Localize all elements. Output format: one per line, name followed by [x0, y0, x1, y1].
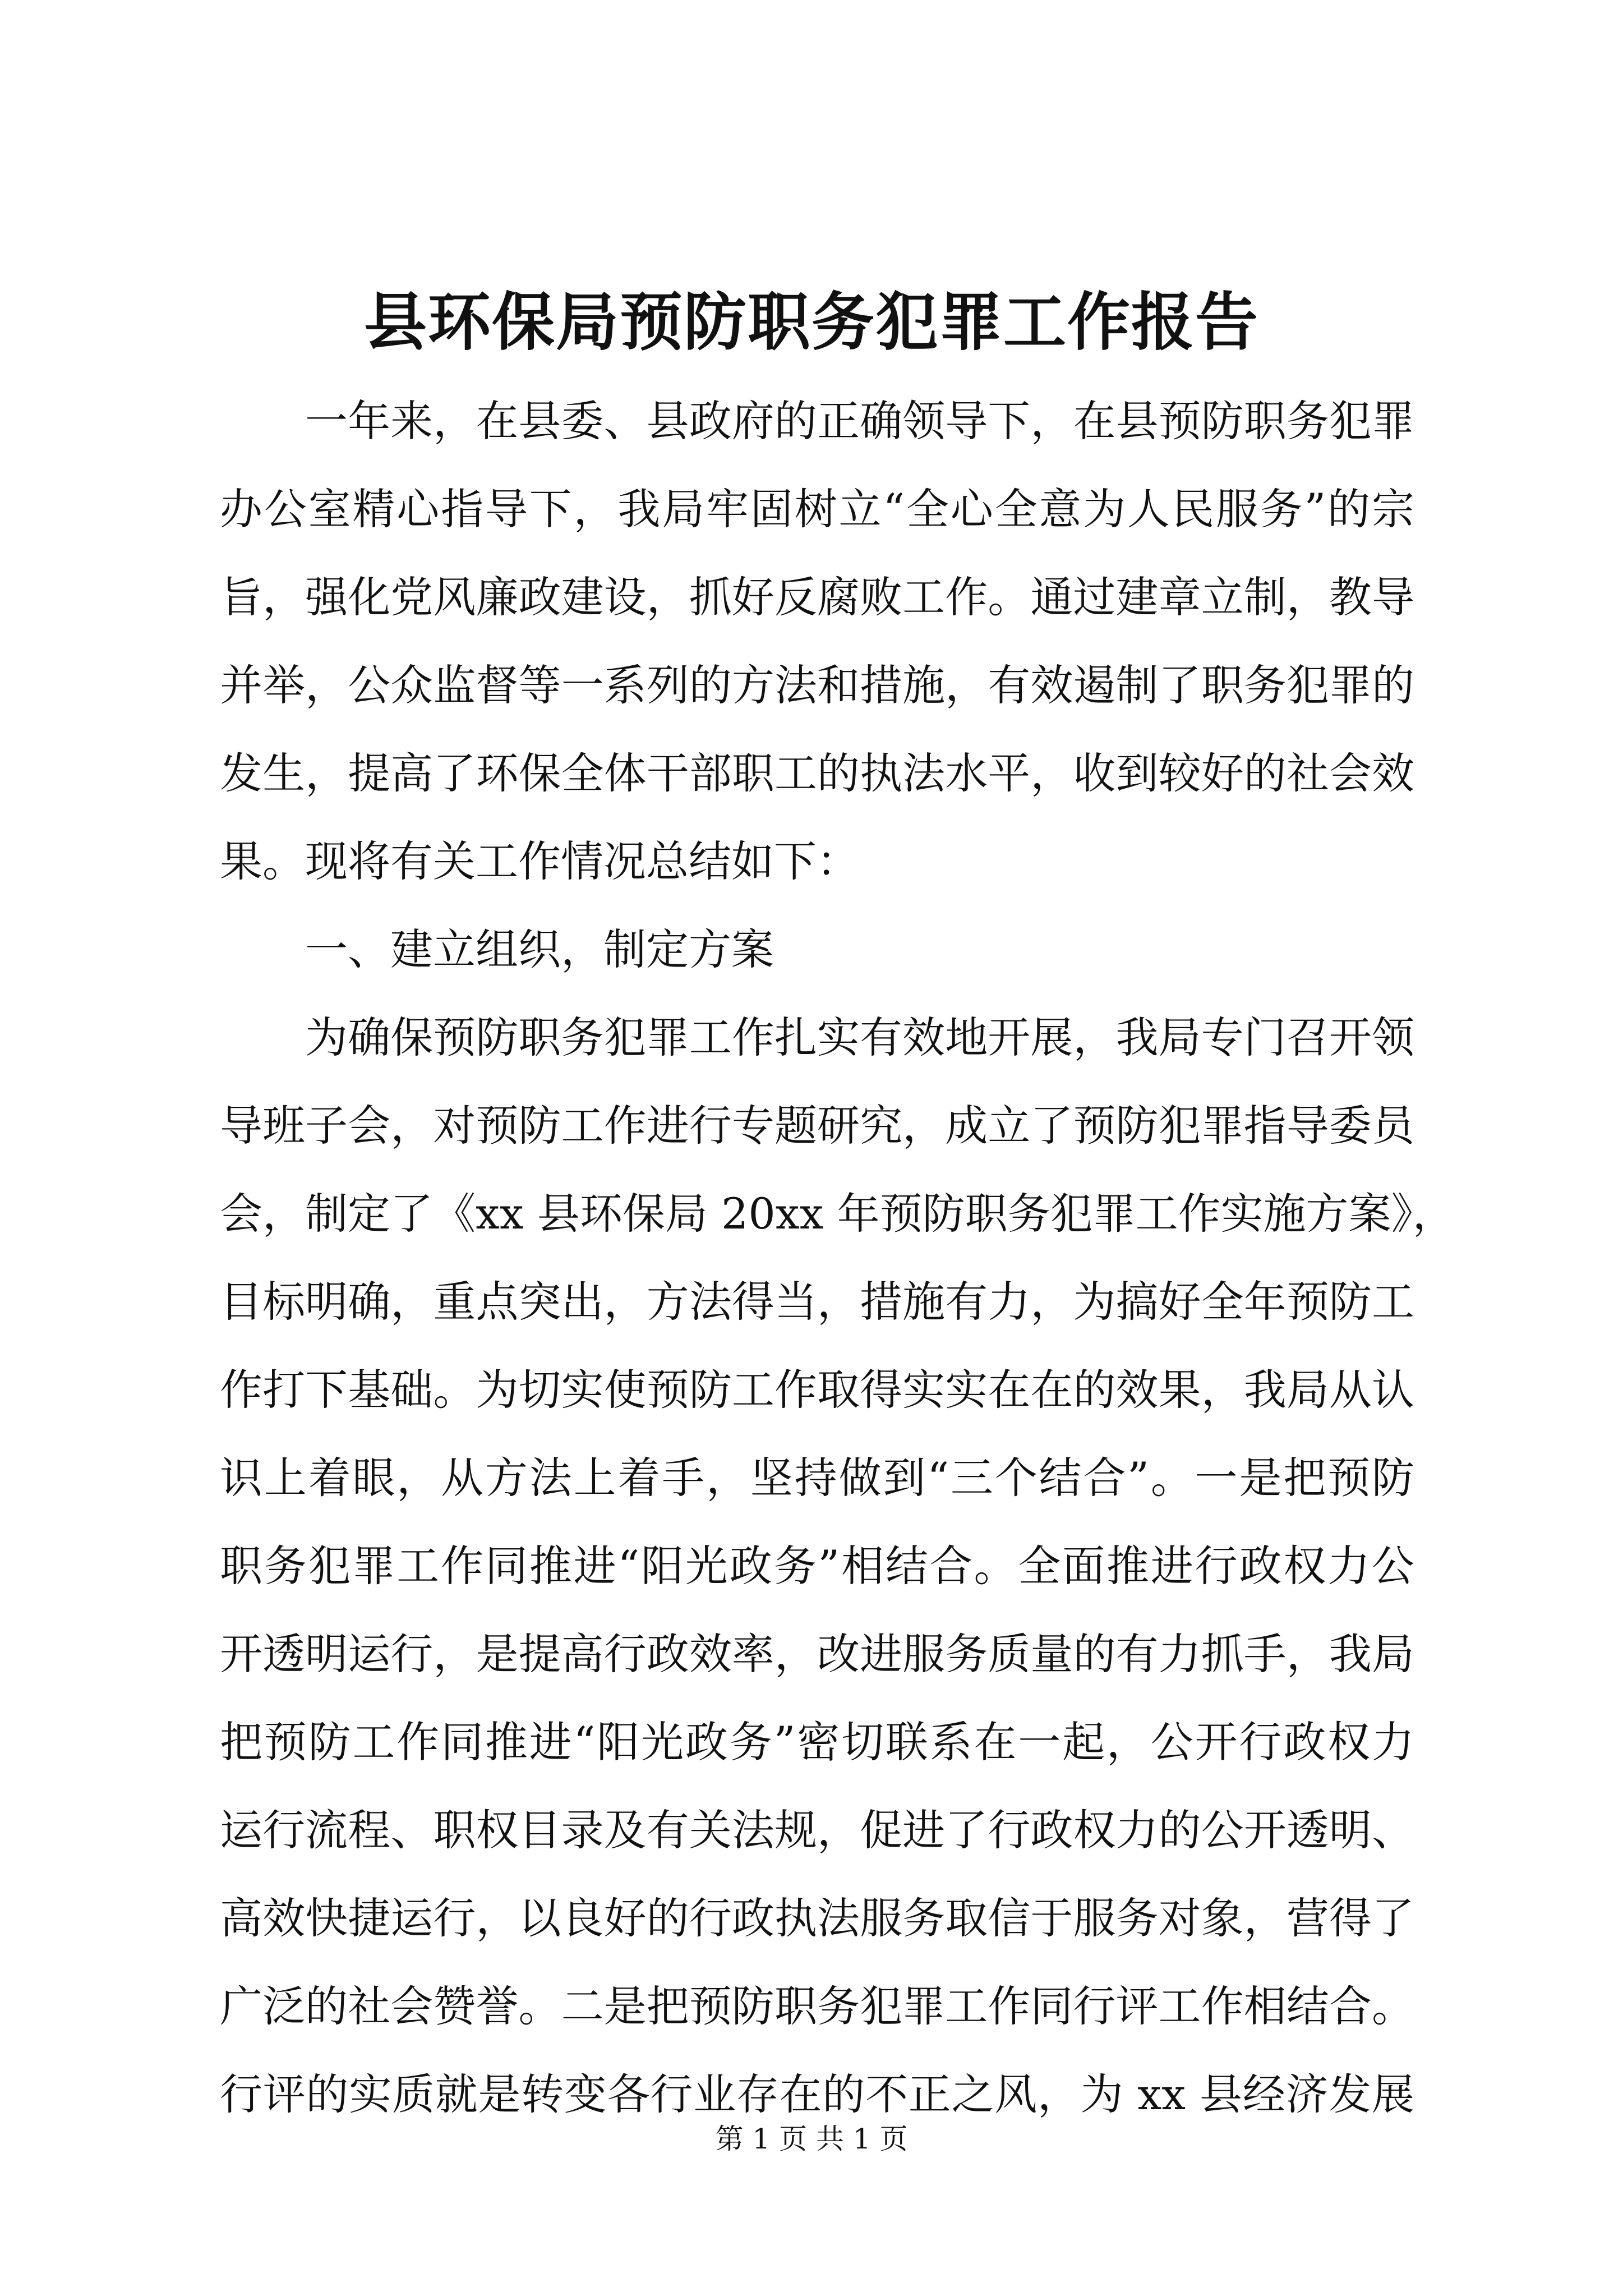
body-line: 识上着眼，从方法上着手，坚持做到“三个结合”。一是把预防 [220, 1453, 1414, 1503]
body-line: 把预防工作同推进“阳光政务”密切联系在一起，公开行政权力 [220, 1717, 1414, 1767]
body-line: 为确保预防职务犯罪工作扎实有效地开展，我局专门召开领 [305, 1013, 1414, 1062]
body-line: 并举，公众监督等一系列的方法和措施，有效遏制了职务犯罪的 [220, 660, 1414, 710]
body-line: 作打下基础。为切实使预防工作取得实实在在的效果，我局从认 [220, 1365, 1414, 1415]
body-line: 目标明确，重点突出，方法得当，措施有力，为搞好全年预防工 [220, 1277, 1414, 1327]
body-line: 会，制定了《xx 县环保局 20xx 年预防职务犯罪工作实施方案》， [220, 1189, 1455, 1239]
section-heading: 一、建立组织，制定方案 [305, 924, 774, 974]
body-line: 旨，强化党风廉政建设，抓好反腐败工作。通过建章立制，教导 [220, 572, 1414, 622]
body-line: 职务犯罪工作同推进“阳光政务”相结合。全面推进行政权力公 [220, 1541, 1414, 1591]
page-footer: 第 1 页 共 1 页 [715, 2123, 908, 2155]
body-line: 高效快捷运行，以良好的行政执法服务取信于服务对象，营得了 [220, 1893, 1414, 1943]
body-line: 一年来，在县委、县政府的正确领导下，在县预防职务犯罪 [305, 396, 1414, 446]
document-title: 县环保局预防职务犯罪工作报告 [364, 286, 1259, 359]
body-line: 行评的实质就是转变各行业存在的不正之风，为 xx 县经济发展 [220, 2069, 1414, 2119]
body-line: 广泛的社会赞誉。二是把预防职务犯罪工作同行评工作相结合。 [220, 1981, 1414, 2031]
body-line: 导班子会，对预防工作进行专题研究，成立了预防犯罪指导委员 [220, 1101, 1414, 1151]
body-line: 开透明运行，是提高行政效率，改进服务质量的有力抓手，我局 [220, 1629, 1414, 1679]
body-line: 果。现将有关工作情况总结如下： [220, 836, 859, 886]
body-line: 发生，提高了环保全体干部职工的执法水平，收到较好的社会效 [220, 748, 1414, 798]
body-line: 运行流程、职权目录及有关法规，促进了行政权力的公开透明、 [220, 1805, 1414, 1855]
body-line: 办公室精心指导下，我局牢固树立“全心全意为人民服务”的宗 [220, 484, 1414, 534]
document-body [220, 377, 1455, 2138]
